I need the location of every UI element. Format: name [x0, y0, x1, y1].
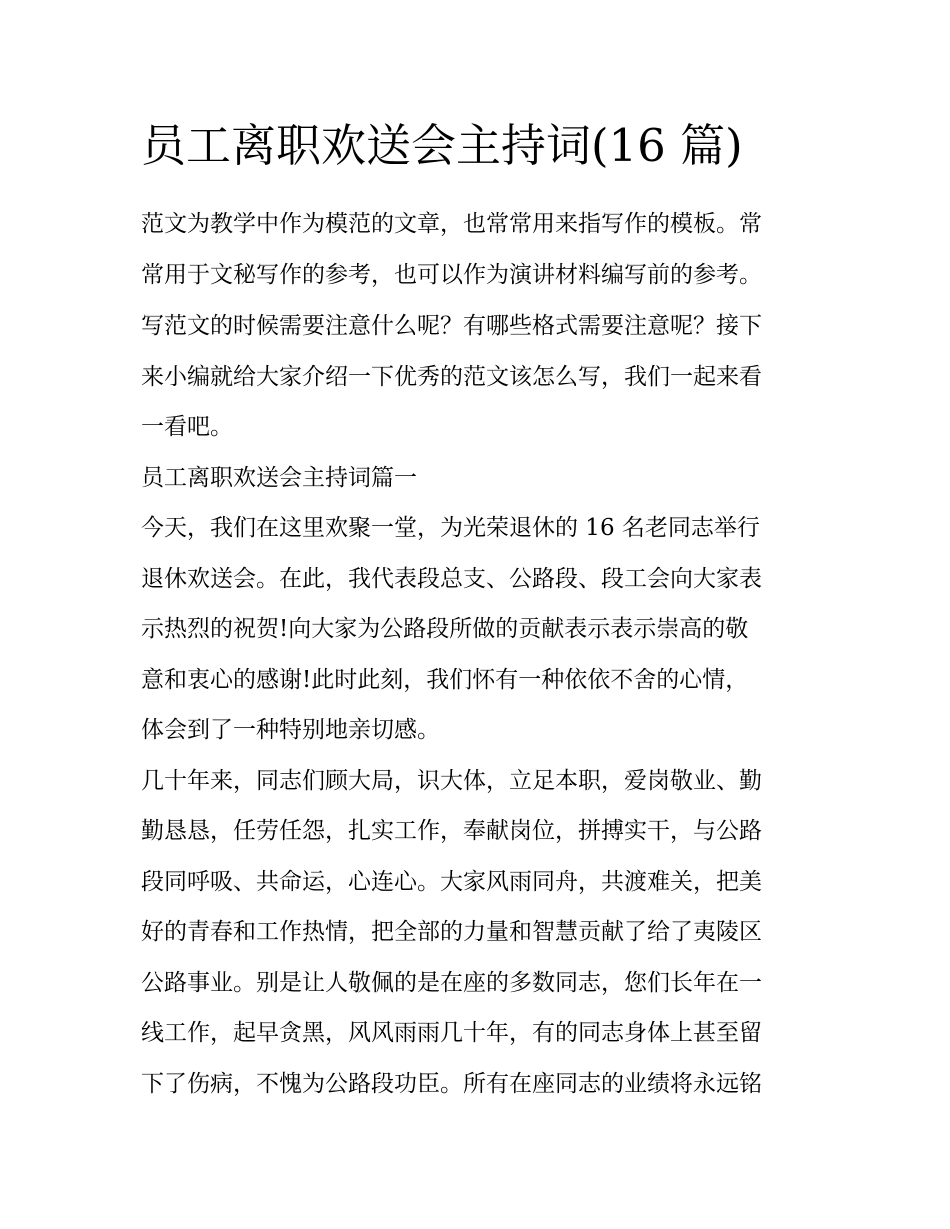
body-line: 几十年来，同志们顾大局，识大体，立足本职，爱岗敬业、勤 — [141, 768, 762, 794]
body-line: 体会到了一种特别地亲切感。 — [141, 717, 440, 743]
body-line: 写范文的时候需要注意什么呢？有哪些格式需要注意呢？接下 — [141, 313, 762, 339]
body-line: 一看吧。 — [141, 414, 233, 440]
page-title: 员工离职欢送会主持词(16 篇) — [141, 119, 743, 172]
body-line: 线工作，起早贪黑，风风雨雨几十年，有的同志身体上甚至留 — [141, 1020, 762, 1046]
body-line: 今天，我们在这里欢聚一堂，为光荣退休的 16 名老同志举行 — [141, 515, 760, 541]
body-line: 示热烈的祝贺!向大家为公路段所做的贡献表示表示崇高的敬 — [141, 616, 749, 642]
body-line: 范文为教学中作为模范的文章，也常常用来指写作的模板。常 — [141, 211, 762, 237]
body-line: 意和衷心的感谢!此时此刻，我们怀有一种依依不舍的心情， — [141, 667, 749, 693]
body-line: 段同呼吸、共命运，心连心。大家风雨同舟，共渡难关，把美 — [141, 869, 762, 895]
section-heading: 员工离职欢送会主持词篇一 — [141, 465, 417, 491]
body-line: 下了伤病，不愧为公路段功臣。所有在座同志的业绩将永远铭 — [141, 1071, 762, 1097]
body-line: 公路事业。别是让人敬佩的是在座的多数同志，您们长年在一 — [141, 970, 762, 996]
body-line: 常用于文秘写作的参考，也可以作为演讲材料编写前的参考。 — [141, 262, 762, 288]
body-line: 来小编就给大家介绍一下优秀的范文该怎么写，我们一起来看 — [141, 364, 762, 390]
body-line: 好的青春和工作热情，把全部的力量和智慧贡献了给了夷陵区 — [141, 919, 762, 945]
body-line: 勤恳恳，任劳任怨，扎实工作，奉献岗位，拼搏实干，与公路 — [141, 818, 762, 844]
body-line: 退休欢送会。在此，我代表段总支、公路段、段工会向大家表 — [141, 566, 762, 592]
